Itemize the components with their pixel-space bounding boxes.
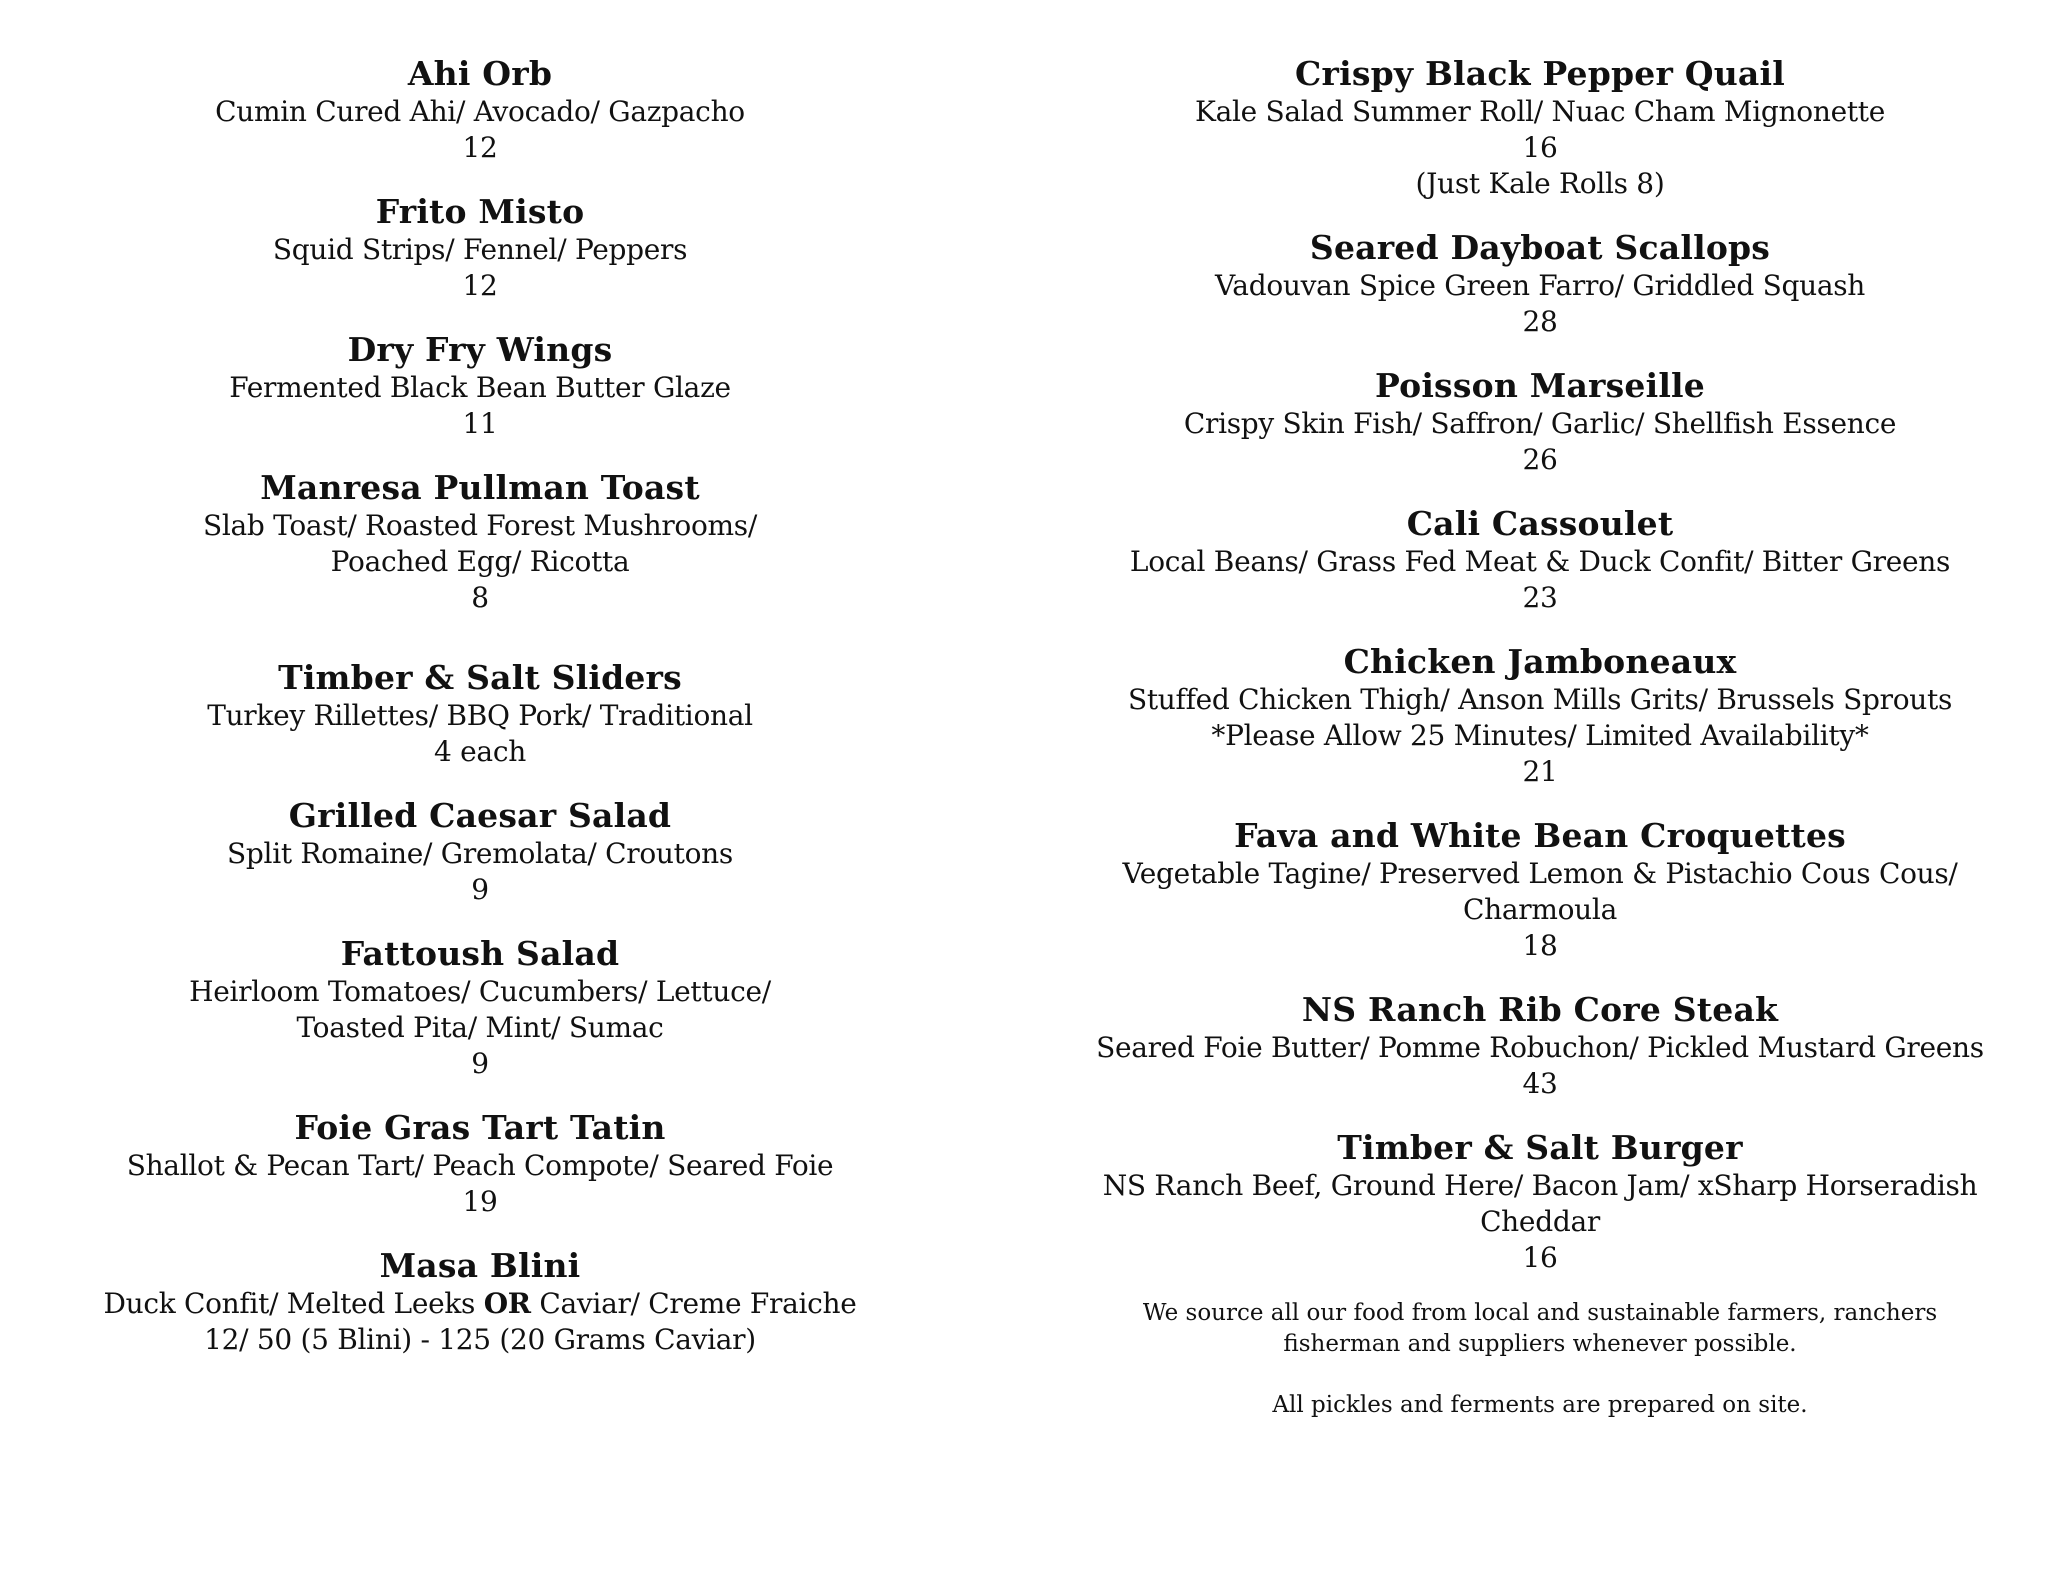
item-price: 8 bbox=[471, 581, 489, 614]
item-description: Split Romaine/ Gremolata/ Croutons bbox=[227, 837, 733, 870]
item-name: Timber & Salt Burger bbox=[1337, 1128, 1743, 1167]
item-description: Toasted Pita/ Mint/ Sumac bbox=[296, 1011, 664, 1044]
menu-item-masa-blini bbox=[40, 1246, 920, 1358]
menu-item-frito-misto bbox=[40, 192, 920, 304]
item-name: Frito Misto bbox=[375, 192, 585, 231]
item-description: Cheddar bbox=[1480, 1205, 1600, 1238]
item-description bbox=[40, 1286, 920, 1322]
menu-item-timber-salt-sliders bbox=[40, 658, 920, 770]
item-name: Fattoush Salad bbox=[340, 934, 620, 973]
item-price: 12 bbox=[462, 269, 498, 302]
item-name: Chicken Jamboneaux bbox=[1343, 642, 1737, 681]
item-name: Masa Blini bbox=[379, 1246, 581, 1285]
menu-item-foie-gras-tart-tatin bbox=[40, 1108, 920, 1220]
menu-item-dry-fry-wings bbox=[40, 330, 920, 442]
footer-line: We source all our food from local and sustainable farmers, ranchers bbox=[1142, 1300, 1938, 1326]
item-price: 43 bbox=[1522, 1067, 1558, 1100]
item-name: Seared Dayboat Scallops bbox=[1309, 228, 1771, 267]
menu-item-grilled-caesar-salad bbox=[40, 796, 920, 908]
item-name: Dry Fry Wings bbox=[347, 330, 613, 369]
item-description: Turkey Rillettes/ BBQ Pork/ Traditional bbox=[207, 699, 753, 732]
item-name: Fava and White Bean Croquettes bbox=[1234, 816, 1846, 855]
menu-item-poisson-marseille bbox=[1055, 366, 2025, 478]
menu-item-fattoush-salad bbox=[40, 934, 920, 1082]
item-price: 12/ 50 (5 Blini) - 125 (20 Grams Caviar) bbox=[204, 1323, 756, 1356]
item-price: 26 bbox=[1522, 443, 1558, 476]
item-description: Charmoula bbox=[1463, 893, 1617, 926]
item-price: 19 bbox=[462, 1185, 498, 1218]
item-price: 28 bbox=[1522, 305, 1558, 338]
menu-item-crispy-black-pepper-quail bbox=[1055, 54, 2025, 202]
menu-item-manresa-pullman-toast bbox=[40, 468, 920, 616]
item-description: Vegetable Tagine/ Preserved Lemon & Pistachio Cous Cous/ bbox=[1122, 857, 1958, 890]
footer-line: All pickles and ferments are prepared on site. bbox=[1272, 1392, 1808, 1418]
menu-item-cali-cassoulet bbox=[1055, 504, 2025, 616]
item-description: Local Beans/ Grass Fed Meat & Duck Confit/ Bitter Greens bbox=[1129, 545, 1951, 578]
item-description: Shallot & Pecan Tart/ Peach Compote/ Seared Foie bbox=[126, 1149, 834, 1182]
menu-item-fava-white-bean-croquettes bbox=[1055, 816, 2025, 964]
item-name: Grilled Caesar Salad bbox=[288, 796, 672, 835]
item-name: Poisson Marseille bbox=[1374, 366, 1705, 405]
menu-left-column bbox=[40, 54, 920, 1358]
item-description: Seared Foie Butter/ Pomme Robuchon/ Pickled Mustard Greens bbox=[1096, 1031, 1984, 1064]
menu-item-chicken-jamboneaux bbox=[1055, 642, 2025, 790]
item-name: Manresa Pullman Toast bbox=[260, 468, 700, 507]
item-description: Poached Egg/ Ricotta bbox=[330, 545, 630, 578]
description-emphasis: OR bbox=[483, 1287, 531, 1320]
item-price: 4 each bbox=[434, 735, 526, 768]
item-name: Foie Gras Tart Tatin bbox=[294, 1108, 666, 1147]
item-description: *Please Allow 25 Minutes/ Limited Availability* bbox=[1211, 719, 1869, 752]
description-part: Caviar/ Creme Fraiche bbox=[530, 1287, 857, 1320]
menu-item-ahi-orb bbox=[40, 54, 920, 166]
item-name: Timber & Salt Sliders bbox=[278, 658, 682, 697]
item-description: Fermented Black Bean Butter Glaze bbox=[229, 371, 731, 404]
item-price: 12 bbox=[462, 131, 498, 164]
item-name: Ahi Orb bbox=[407, 54, 553, 93]
item-price: 11 bbox=[462, 407, 498, 440]
item-price: 16 bbox=[1522, 131, 1558, 164]
item-price: 23 bbox=[1522, 581, 1558, 614]
item-price: 9 bbox=[471, 1047, 489, 1080]
item-description: NS Ranch Beef, Ground Here/ Bacon Jam/ xSharp Horseradish bbox=[1102, 1169, 1978, 1202]
item-price: 9 bbox=[471, 873, 489, 906]
item-description: Slab Toast/ Roasted Forest Mushrooms/ bbox=[202, 509, 757, 542]
item-note: (Just Kale Rolls 8) bbox=[1415, 167, 1665, 200]
menu-item-ns-ranch-rib-core-steak bbox=[1055, 990, 2025, 1102]
footer-line: fisherman and suppliers whenever possible. bbox=[1283, 1331, 1797, 1357]
item-description: Heirloom Tomatoes/ Cucumbers/ Lettuce/ bbox=[189, 975, 771, 1008]
item-name: NS Ranch Rib Core Steak bbox=[1301, 990, 1779, 1029]
item-price: 16 bbox=[1522, 1241, 1558, 1274]
sourcing-note bbox=[1055, 1298, 2025, 1421]
item-description: Vadouvan Spice Green Farro/ Griddled Squash bbox=[1214, 269, 1866, 302]
item-description: Kale Salad Summer Roll/ Nuac Cham Mignonette bbox=[1194, 95, 1886, 128]
item-description: Cumin Cured Ahi/ Avocado/ Gazpacho bbox=[215, 95, 745, 128]
item-price: 18 bbox=[1522, 929, 1558, 962]
menu-item-timber-salt-burger bbox=[1055, 1128, 2025, 1276]
menu-right-column bbox=[1055, 54, 2025, 1421]
item-name: Crispy Black Pepper Quail bbox=[1295, 54, 1785, 93]
item-name: Cali Cassoulet bbox=[1406, 504, 1674, 543]
item-description: Squid Strips/ Fennel/ Peppers bbox=[272, 233, 688, 266]
item-description: Crispy Skin Fish/ Saffron/ Garlic/ Shellfish Essence bbox=[1183, 407, 1897, 440]
item-description: Stuffed Chicken Thigh/ Anson Mills Grits/ Brussels Sprouts bbox=[1127, 683, 1953, 716]
description-part: Duck Confit/ Melted Leeks bbox=[103, 1287, 484, 1320]
item-price: 21 bbox=[1522, 755, 1558, 788]
menu-item-seared-dayboat-scallops bbox=[1055, 228, 2025, 340]
